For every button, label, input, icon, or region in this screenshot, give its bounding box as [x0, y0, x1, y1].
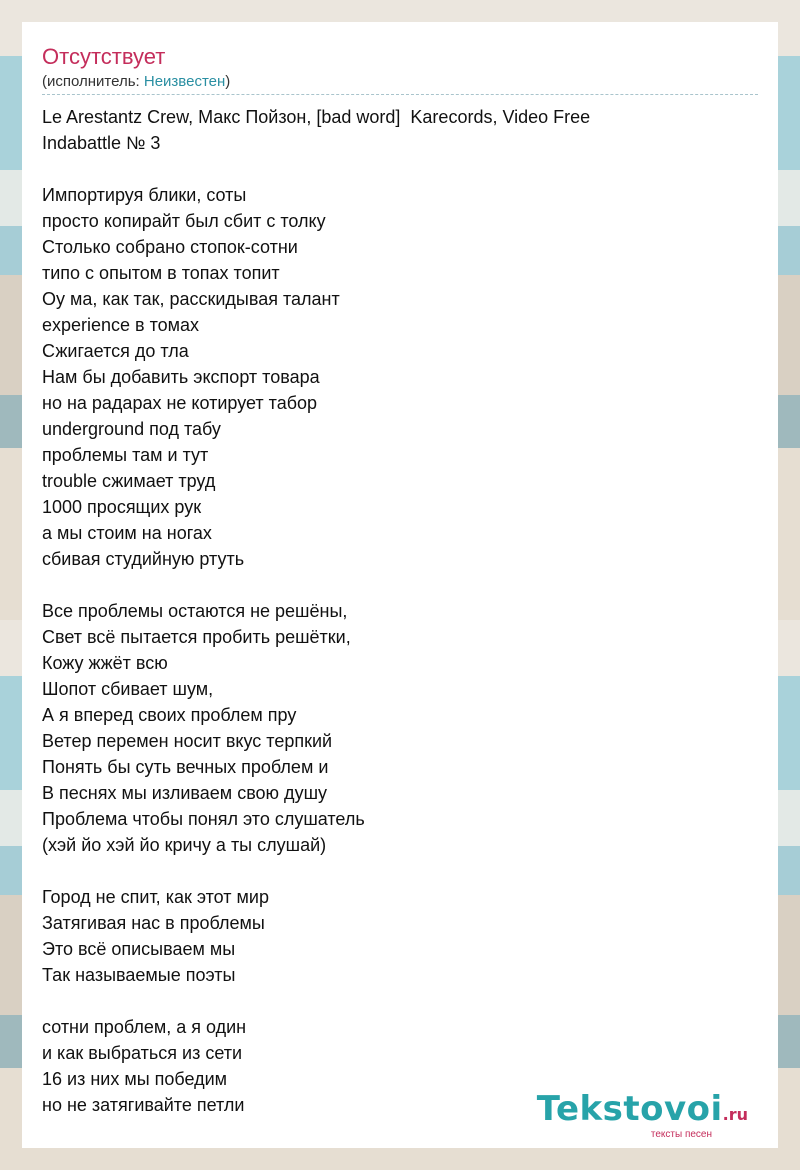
logo-tld: .ru [722, 1105, 748, 1124]
lyrics-line: А я вперед своих проблем пру [42, 705, 297, 725]
lyrics-line: Импортируя блики, соты [42, 185, 247, 205]
lyrics-line [42, 858, 758, 884]
lyrics-line: 1000 просящих рук [42, 497, 202, 517]
lyrics-card [22, 22, 778, 1148]
lyrics-line: Понять бы суть вечных проблем и [42, 757, 329, 777]
lyrics-line: Indabattle № 3 [42, 133, 161, 153]
lyrics-line: Столько собрано стопок-сотни [42, 237, 298, 257]
lyrics-line: Это всё описываем мы [42, 939, 236, 959]
logo-name: Tekstovoi [536, 1089, 723, 1129]
lyrics-line: сбивая студийную ртуть [42, 549, 245, 569]
lyrics-line [42, 156, 758, 182]
lyrics-line: Свет всё пытается пробить решётки, [42, 627, 351, 647]
lyrics-line: Город не спит, как этот мир [42, 887, 269, 907]
lyrics-line: Сжигается до тла [42, 341, 189, 361]
lyrics-line: underground под табу [42, 419, 221, 439]
lyrics-line: 16 из них мы победим [42, 1069, 228, 1089]
lyrics-line: Так называемые поэты [42, 965, 236, 985]
lyrics-line: а мы стоим на ногах [42, 523, 212, 543]
logo-tagline: тексты песен [650, 1129, 712, 1140]
lyrics-line [42, 988, 758, 1014]
lyrics-line: Проблема чтобы понял это слушатель [42, 809, 365, 829]
lyrics-line: и как выбраться из сети [42, 1043, 243, 1063]
lyrics-line: проблемы там и тут [42, 445, 209, 465]
lyrics-line: Все проблемы остаются не решёны, [42, 601, 348, 621]
lyrics-line: (хэй йо хэй йо кричу а ты слушай) [42, 835, 327, 855]
artist-link[interactable]: Неизвестен [143, 73, 226, 90]
lyrics-line [42, 572, 758, 598]
lyrics-line: Ветер перемен носит вкус терпкий [42, 731, 333, 751]
lyrics-line: Кожу жжёт всю [42, 653, 168, 673]
lyrics-line: типо с опытом в топах топит [42, 263, 280, 283]
lyrics-line: просто копирайт был сбит с толку [42, 211, 326, 231]
lyrics-line: но не затягивайте петли [42, 1095, 245, 1115]
artist-suffix: ) [225, 73, 231, 90]
lyrics-line: Шопот сбивает шум, [42, 679, 214, 699]
lyrics-line: сотни проблем, а я один [42, 1017, 247, 1037]
lyrics-line: experience в томах [42, 315, 200, 335]
lyrics-line: trouble сжимает труд [42, 471, 216, 491]
lyrics-line: но на радарах не котирует табор [42, 393, 318, 413]
site-logo[interactable] [537, 1091, 748, 1140]
lyrics-line: Нам бы добавить экспорт товара [42, 367, 320, 387]
artist-line [42, 73, 230, 90]
lyrics-line: В песнях мы изливаем свою душу [42, 783, 328, 803]
song-title: Отсутствует [42, 44, 166, 69]
lyrics-line: Le Arestantz Crew, Макс Пойзон, [bad word] Karecords, Video Free [42, 107, 591, 127]
lyrics-text [42, 104, 758, 1118]
lyrics-line: Затягивая нас в проблемы [42, 913, 265, 933]
artist-prefix: (исполнитель: [42, 73, 144, 90]
dashed-divider [42, 94, 758, 95]
lyrics-line: Оу ма, как так, расскидывая талант [42, 289, 340, 309]
